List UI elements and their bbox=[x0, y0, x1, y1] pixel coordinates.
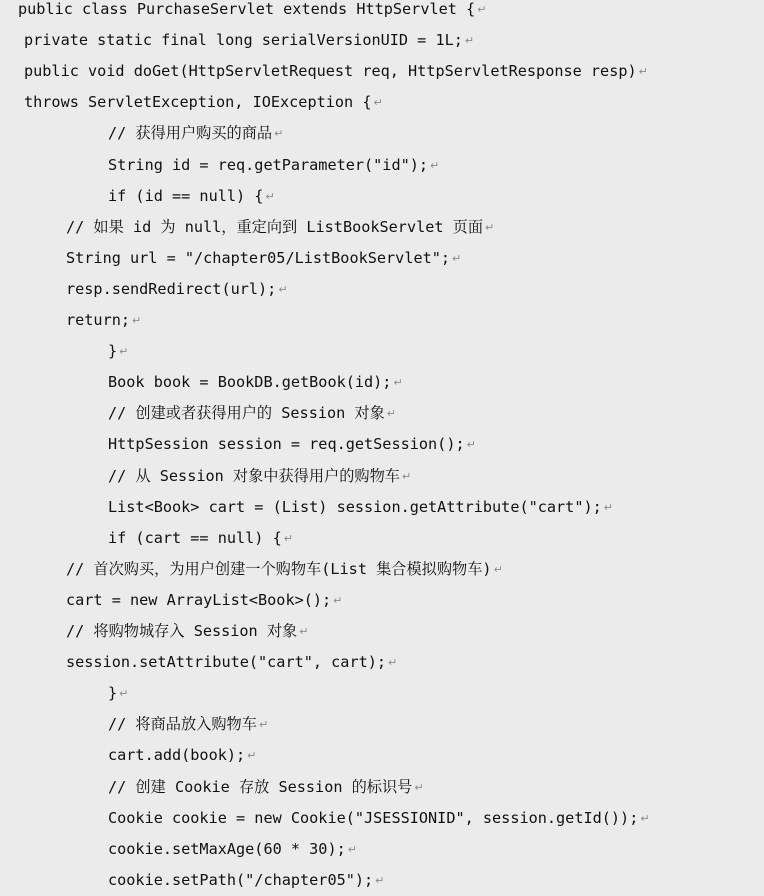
code-line bbox=[66, 585, 342, 616]
code-line bbox=[108, 834, 357, 865]
code-line bbox=[66, 305, 141, 336]
paragraph-return-icon: ↵ bbox=[640, 811, 650, 825]
paragraph-return-icon: ↵ bbox=[638, 65, 648, 79]
code-line bbox=[108, 865, 384, 896]
code-line bbox=[66, 274, 288, 305]
code-text: String url = "/chapter05/ListBookServlet"; bbox=[66, 248, 451, 267]
code-text: // 从 Session 对象中获得用户的购物车 bbox=[108, 466, 400, 485]
paragraph-return-icon: ↵ bbox=[274, 127, 284, 141]
paragraph-return-icon: ↵ bbox=[258, 718, 269, 732]
paragraph-return-icon: ↵ bbox=[401, 469, 412, 483]
code-line bbox=[18, 0, 486, 25]
code-text: cart.add(book); bbox=[108, 746, 246, 765]
code-text: if (id == null) { bbox=[108, 186, 264, 205]
code-line bbox=[108, 336, 128, 367]
code-text: // 获得用户购买的商品 bbox=[108, 124, 273, 143]
code-line bbox=[108, 461, 411, 492]
code-text: public void doGet(HttpServletRequest req, HttpServletResponse resp) bbox=[24, 62, 637, 81]
code-text: // 如果 id 为 null，重定向到 ListBookServlet 页面 bbox=[66, 217, 484, 236]
paragraph-return-icon: ↵ bbox=[375, 873, 385, 887]
code-line bbox=[108, 118, 283, 149]
paragraph-return-icon: ↵ bbox=[393, 376, 403, 390]
code-text: // 将购物城存入 Session 对象 bbox=[66, 622, 298, 640]
code-text: cookie.setPath("/chapter05"); bbox=[108, 870, 374, 889]
code-text: HttpSession session = req.getSession(); bbox=[108, 435, 465, 454]
code-text: public class PurchaseServlet extends HttpServlet { bbox=[18, 0, 476, 18]
code-text: cart = new ArrayList<Book>(); bbox=[66, 590, 332, 609]
code-text: Book book = BookDB.getBook(id); bbox=[108, 373, 392, 392]
code-line bbox=[108, 150, 439, 181]
code-line bbox=[66, 554, 503, 585]
code-text: String id = req.getParameter("id"); bbox=[108, 155, 429, 174]
paragraph-return-icon: ↵ bbox=[477, 3, 487, 16]
code-line bbox=[108, 803, 650, 834]
paragraph-return-icon: ↵ bbox=[430, 158, 440, 172]
code-line bbox=[24, 56, 648, 87]
code-text: // 首次购买，为用户创建一个购物车(List 集合模拟购物车) bbox=[66, 559, 492, 578]
code-line bbox=[24, 25, 474, 56]
code-text: // 将商品放入购物车 bbox=[108, 715, 257, 734]
code-text: session.setAttribute("cart", cart); bbox=[66, 653, 387, 672]
code-line bbox=[108, 678, 128, 709]
code-text: throws ServletException, IOException { bbox=[24, 93, 372, 112]
paragraph-return-icon: ↵ bbox=[265, 189, 275, 203]
paragraph-return-icon: ↵ bbox=[466, 438, 476, 452]
code-text: resp.sendRedirect(url); bbox=[66, 279, 277, 298]
code-line bbox=[24, 87, 383, 118]
paragraph-return-icon: ↵ bbox=[388, 656, 398, 670]
paragraph-return-icon: ↵ bbox=[452, 251, 462, 265]
code-line bbox=[108, 709, 268, 740]
code-line bbox=[66, 616, 308, 647]
code-line bbox=[108, 429, 476, 460]
code-text: private static final long serialVersionUID = 1L; bbox=[24, 31, 463, 50]
paragraph-return-icon: ↵ bbox=[414, 780, 424, 794]
code-line bbox=[108, 181, 275, 212]
paragraph-return-icon: ↵ bbox=[493, 562, 503, 576]
paragraph-return-icon: ↵ bbox=[347, 842, 357, 856]
paragraph-return-icon: ↵ bbox=[247, 749, 257, 763]
code-line bbox=[108, 492, 613, 523]
paragraph-return-icon: ↵ bbox=[299, 625, 309, 638]
code-line bbox=[108, 398, 396, 429]
code-line bbox=[108, 772, 424, 803]
paragraph-return-icon: ↵ bbox=[464, 34, 475, 48]
code-text: // 创建 Cookie 存放 Session 的标识号 bbox=[108, 777, 413, 796]
code-line bbox=[66, 212, 494, 243]
code-text: // 创建或者获得用户的 Session 对象 bbox=[108, 404, 385, 423]
code-text: if (cart == null) { bbox=[108, 528, 282, 547]
code-text: Cookie cookie = new Cookie("JSESSIONID", session.getId()); bbox=[108, 808, 639, 827]
code-line bbox=[66, 243, 461, 274]
code-text: List<Book> cart = (List) session.getAttribute("cart"); bbox=[108, 497, 602, 516]
paragraph-return-icon: ↵ bbox=[603, 500, 613, 514]
paragraph-return-icon: ↵ bbox=[132, 314, 142, 327]
code-text: cookie.setMaxAge(60 * 30); bbox=[108, 839, 346, 858]
paragraph-return-icon: ↵ bbox=[283, 531, 293, 545]
code-line bbox=[108, 740, 256, 771]
paragraph-return-icon: ↵ bbox=[485, 220, 495, 234]
paragraph-return-icon: ↵ bbox=[333, 593, 343, 607]
paragraph-return-icon: ↵ bbox=[386, 407, 397, 421]
paragraph-return-icon: ↵ bbox=[119, 345, 129, 359]
code-line bbox=[108, 367, 403, 398]
code-line bbox=[66, 647, 397, 678]
paragraph-return-icon: ↵ bbox=[119, 687, 129, 701]
code-line bbox=[108, 523, 293, 554]
paragraph-return-icon: ↵ bbox=[278, 282, 288, 296]
code-text: } bbox=[108, 684, 118, 703]
code-text: return; bbox=[66, 311, 131, 329]
paragraph-return-icon: ↵ bbox=[373, 96, 383, 110]
code-text: } bbox=[108, 342, 118, 361]
